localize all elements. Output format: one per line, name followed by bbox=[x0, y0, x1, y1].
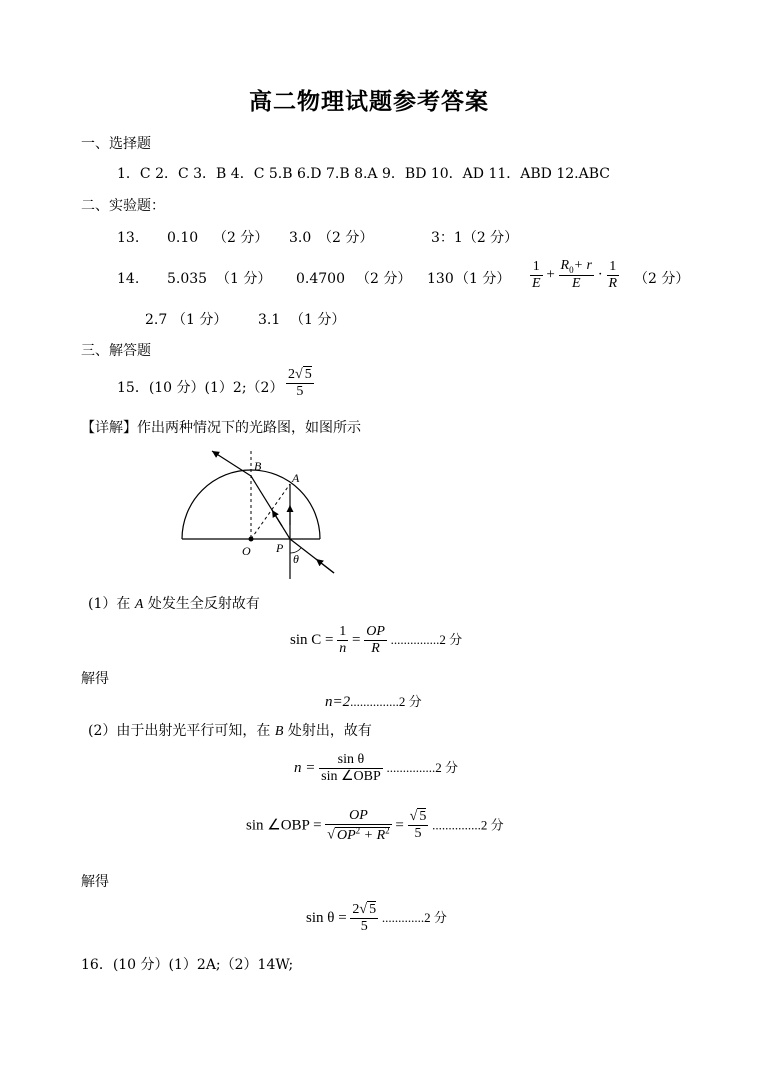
q13-answer-2: 3.0 bbox=[289, 230, 312, 246]
radius-dashed-a bbox=[251, 484, 290, 539]
q13-number: 13. bbox=[117, 230, 140, 246]
q14-formula: $\frac{1}{E}$ + $\frac{R_0+ r}{E}$ · $\frac{1}{R}$ bbox=[532, 258, 618, 292]
incident-arrow bbox=[316, 559, 334, 573]
equation-n-equals-2: n=2...............2 分 bbox=[325, 694, 422, 710]
q13-answer-1: 0.10 bbox=[167, 230, 199, 246]
q13-score-2: （2 分） bbox=[318, 230, 374, 246]
q14-score-1: （1 分） bbox=[216, 271, 272, 287]
label-p: P bbox=[276, 541, 284, 555]
label-a: A bbox=[292, 471, 300, 485]
ray-pb-arrow bbox=[272, 510, 282, 526]
q14-score-b1: （1 分） bbox=[172, 312, 228, 328]
label-theta: θ bbox=[293, 552, 299, 566]
q14-answer-b2: 3.1 bbox=[258, 312, 281, 328]
page-title: 高二物理试题参考答案 bbox=[249, 88, 489, 115]
label-b: B bbox=[254, 459, 262, 473]
equation-sin-obp: sin ∠OBP = $\frac{OP}{√ OP^2 + R^2}$ = $\frac{√ 5}{5}$ ...............2 分 bbox=[246, 808, 504, 843]
choice-answers: 1．C 2．C 3．B 4．C 5.B 6.D 7.B 8.A 9．BD 10．AD 11．ABD 12.ABC bbox=[117, 166, 610, 182]
q14-score-4: （2 分） bbox=[634, 271, 690, 287]
section-heading-choice: 一、选择题 bbox=[81, 136, 151, 152]
q15-heading: 15．(10 分）(1）2;（2） bbox=[117, 380, 284, 396]
ray-p-to-b bbox=[251, 476, 290, 539]
q14-number: 14. bbox=[117, 271, 140, 287]
equation-sin-c: sin C = $\frac{1}{n}$ = $\frac{OP}{R}$ ...............2 分 bbox=[290, 624, 463, 657]
formula-frac-3: $\frac{1}{R}$ bbox=[608, 258, 618, 291]
part1-text: (1）在 A 处发生全反射故有 bbox=[88, 596, 260, 612]
q14-answer-2: 0.4700 bbox=[296, 271, 345, 287]
equation-sin-theta: sin θ = $\frac{2√ 5}{5}$ .............2 分 bbox=[306, 902, 447, 935]
light-path-diagram bbox=[170, 445, 350, 585]
detail-text: 【详解】作出两种情况下的光路图，如图所示 bbox=[81, 420, 361, 436]
formula-frac-1: $\frac{1}{E}$ bbox=[532, 258, 541, 291]
q14-score-b2: （1 分） bbox=[290, 312, 346, 328]
solve-label-2: 解得 bbox=[81, 874, 109, 890]
part2-text: (2）由于出射光平行可知，在 B 处射出，故有 bbox=[88, 723, 372, 739]
formula-frac-2: $\frac{R_0+ r}{E}$ bbox=[560, 258, 592, 292]
q15-answer-fraction: $\frac{2√ 5}{5}$ bbox=[288, 367, 312, 400]
equation-n-ratio: n = $\frac{\text{sin θ}}{\text{sin ∠OBP}}$ ...............2 分 bbox=[294, 752, 459, 785]
section-heading-experiment: 二、实验题： bbox=[81, 198, 165, 214]
q14-score-2: （2 分） bbox=[356, 271, 412, 287]
solve-label-1: 解得 bbox=[81, 671, 109, 687]
q16-heading: 16．(10 分）(1）2A;（2）14W; bbox=[81, 957, 294, 973]
label-o: O bbox=[242, 544, 251, 558]
q14-answer-b1: 2.7 bbox=[145, 312, 168, 328]
point-o bbox=[249, 537, 254, 542]
section-heading-solution: 三、解答题 bbox=[81, 343, 151, 359]
q13-answer-3: 3：1（2 分） bbox=[431, 230, 519, 246]
q13-score-1: （2 分） bbox=[213, 230, 269, 246]
q14-answer-1: 5.035 bbox=[167, 271, 208, 287]
q14-answer-3: 130 bbox=[427, 271, 454, 287]
q14-score-3: （1 分） bbox=[455, 271, 511, 287]
